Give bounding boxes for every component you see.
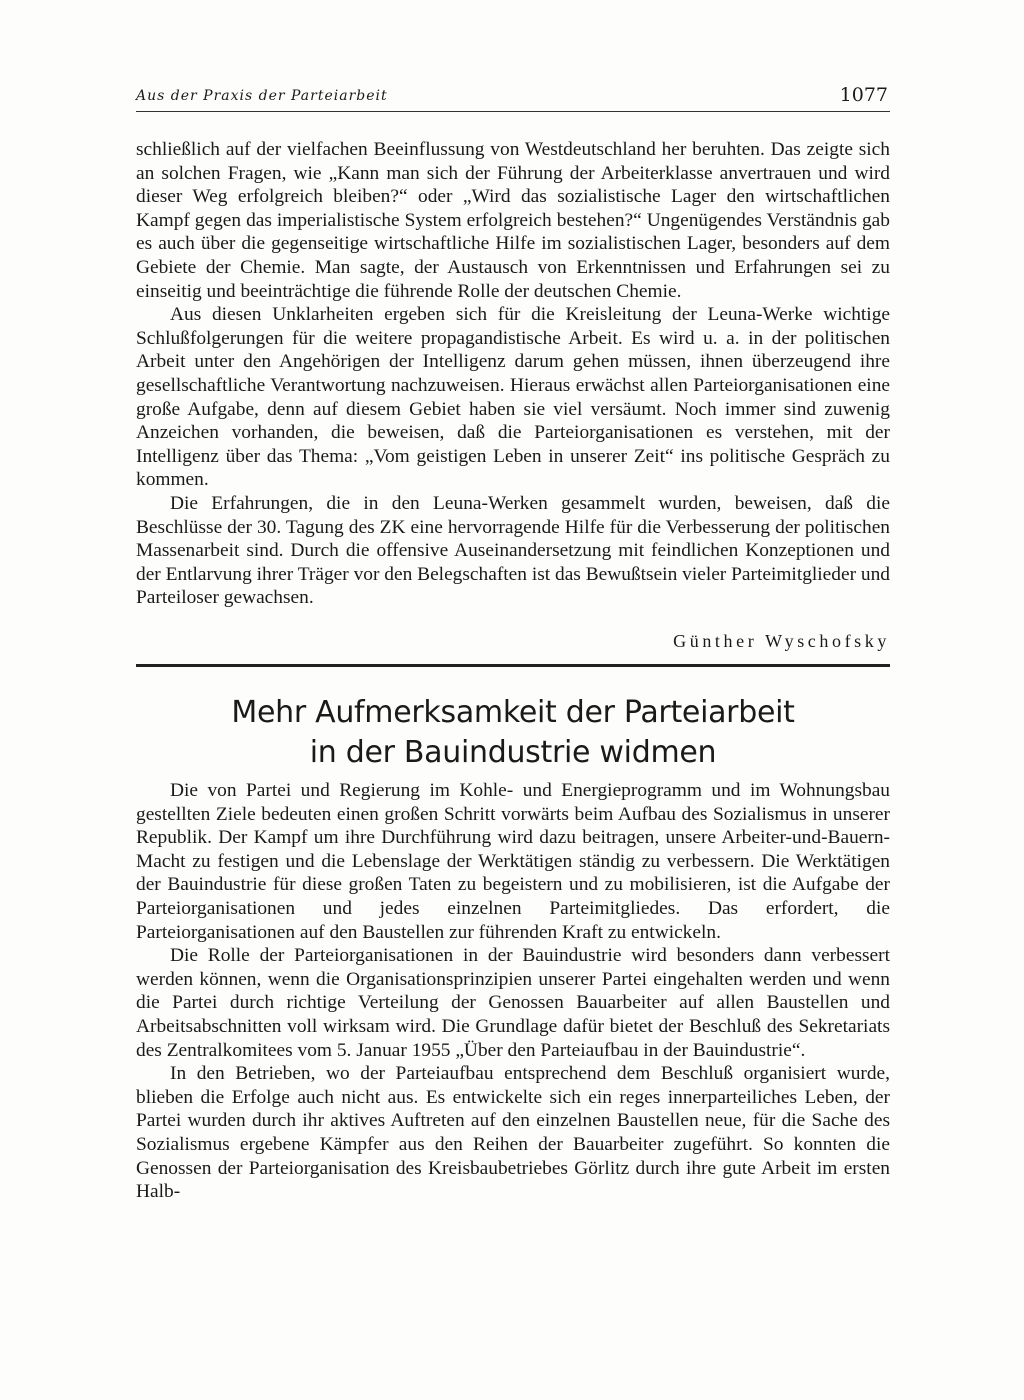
article-2-paragraph: In den Betrieben, wo der Parteiaufbau entsprechend dem Beschluß organisiert wurde, blieben die Erfolge auch nicht aus. Es entwickelte sich ein reges innerparteiliches Leben, der Partei wurden durch ihr aktives Auftreten auf den einzelnen Baustellen neue, für die Sache des Sozialismus ergebene Kämpfer aus den Reihen der Bauarbeiter zugeführt. So konnten die Genossen der Parteiorganisation des Kreisbaubetriebes Görlitz durch ihre gute Arbeit im ersten Halb- — [136, 1063, 890, 1203]
article-1-paragraph: schließlich auf der vielfachen Beeinflussung von Westdeutschland her beruhten. Das zeigte sich an solchen Fragen, wie „Kann man sich der Führung der Arbeiterklasse anvertrauen und wird dieser Weg erfolgreich bleiben?“ oder „Wird das sozialistische Lager den wirtschaftlichen Kampf gegen das imperialistische System erfolgreich bestehen?“ Ungenügendes Verständnis gab es auch über die gegenseitige wirtschaftliche Hilfe im sozialistischen Lager, besonders auf dem Gebiete der Chemie. Man sagte, der Austausch von Erkenntnissen und Erfahrungen sei zu einseitig und beeinträchtige die führende Rolle der deutschen Chemie. — [136, 139, 890, 302]
article-2-paragraph: Die Rolle der Parteiorganisationen in der Bauindustrie wird besonders dann verbessert werden können, wenn die Organisationsprinzipien unserer Partei eingehalten werden und wenn die Partei durch richtige Verteilung der Genossen Bauarbeiter auf allen Baustellen und Arbeitsabschnitten voll wirksam wird. Die Grundlage dafür bietet der Beschluß des Sekretariats des Zentralkomitees vom 5. Januar 1955 „Über den Parteiaufbau in der Bauindustrie“. — [136, 945, 890, 1061]
headline-line-2: in der Bauindustrie widmen — [309, 735, 717, 770]
running-head — [136, 84, 890, 112]
article-2-headline — [136, 693, 890, 773]
article-1-body — [136, 138, 890, 610]
header-rule — [136, 111, 890, 112]
article-1-paragraph: Aus diesen Unklarheiten ergeben sich für die Kreisleitung der Leuna-Werke wichtige Schlußfolgerungen für die weitere propagandistische Arbeit. Es wird u. a. in der politischen Arbeit unter den Angehörigen der Intelligenz darum gehen müssen, ihnen überzeugend ihre gesellschaftliche Verantwortung nachzuweisen. Hieraus erwächst allen Parteiorganisationen eine große Aufgabe, denn auf diesem Gebiet haben sie viel versäumt. Noch immer sind zuwenig Anzeichen vorhanden, die beweisen, daß die Parteiorganisationen es verstehen, mit der Intelligenz über das Thema: „Vom geistigen Leben in unserer Zeit“ ins politische Gespräch zu kommen. — [136, 304, 890, 491]
headline-line-1: Mehr Aufmerksamkeit der Parteiarbeit — [231, 695, 795, 730]
article-2-body — [136, 779, 890, 1204]
article-1-paragraph: Die Erfahrungen, die in den Leuna-Werken gesammelt wurden, beweisen, daß die Beschlüsse der 30. Tagung des ZK eine hervorragende Hilfe für die Verbesserung der politischen Massenarbeit sind. Durch die offensive Auseinandersetzung mit feindlichen Konzeptionen und der Entlarvung ihrer Träger vor den Belegschaften ist das Bewußtsein vieler Parteimitglieder und Parteiloser gewachsen. — [136, 492, 890, 609]
author-signature: Günther Wyschofsky — [673, 631, 890, 651]
page-number: 1077 — [839, 84, 888, 106]
running-title: Aus der Praxis der Parteiarbeit — [136, 88, 388, 104]
article-2-paragraph: Die von Partei und Regierung im Kohle- und Energieprogramm und im Wohnungsbau gestellten Ziele bedeuten einen großen Schritt vorwärts beim Aufbau des Sozialismus in unserer Republik. Der Kampf um ihre Durchführung wird dazu beitragen, unsere Arbeiter-und-Bauern-Macht zu festigen und die Lebenslage der Werktätigen ständig zu verbessern. Die Werktätigen der Bauindustrie für diese großen Taten zu begeistern und zu mobilisieren, ist die Aufgabe der Parteiorganisationen und jedes einzelnen Parteimitgliedes. Das erfordert, die Parteiorganisationen auf den Baustellen zur führenden Kraft zu entwickeln. — [136, 780, 890, 943]
section-divider — [136, 664, 890, 667]
